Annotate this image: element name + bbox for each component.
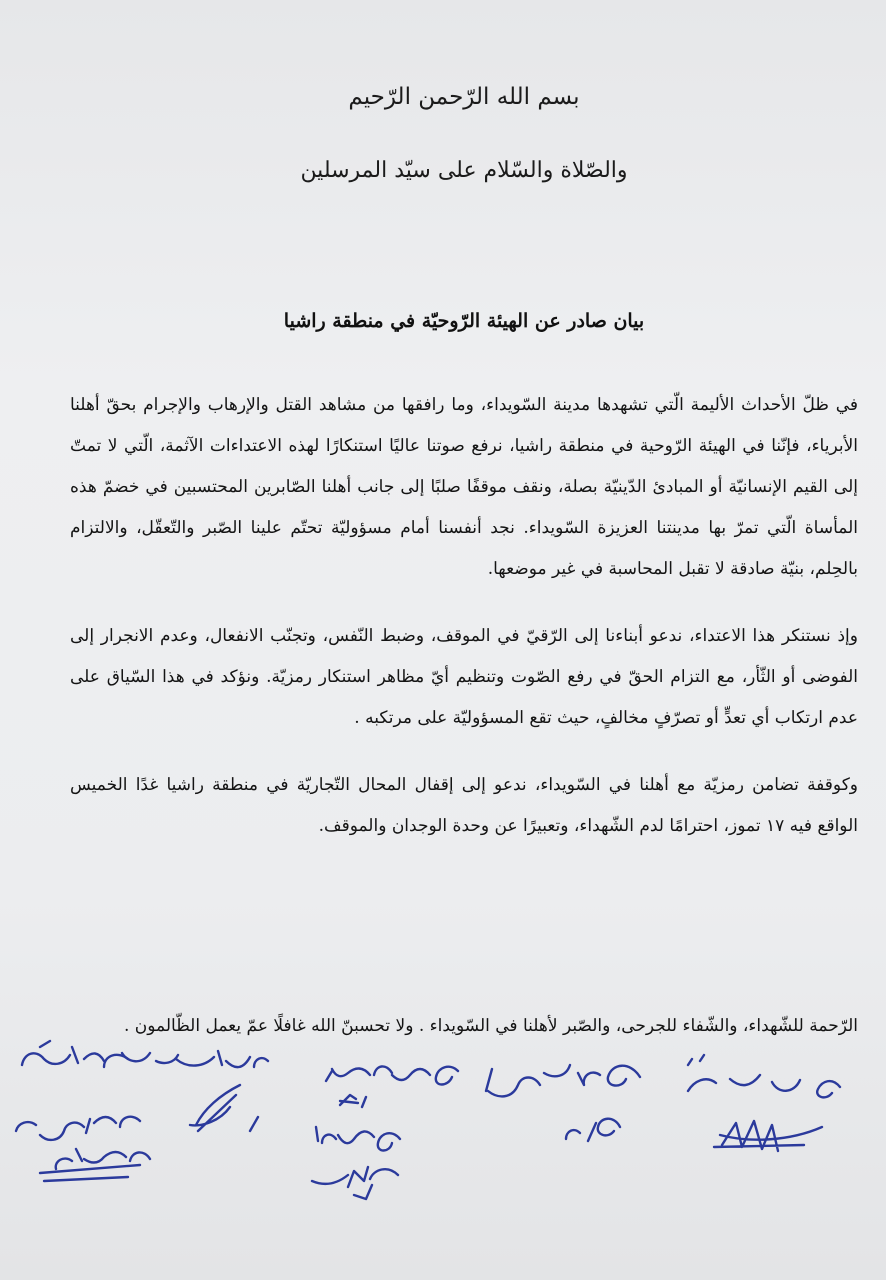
paragraph-2: وإذ نستنكر هذا الاعتداء، ندعو أبناءنا إلى الرّقيّ في الموقف، وضبط النّفس، وتجنّب الانفعال، وعدم الانجرار إلى الفوضى أو الثّأر، مع التزام الحقّ في رفع الصّوت وتنظيم أيّ مظاهر استنكار رمزيّة. ونؤكد في هذا السّياق على عدم ارتكاب أي تعدٍّ أو تصرّفٍ مخالفٍ، حيث تقع المسؤوليّة على مرتكبه . [70, 626, 858, 728]
signature-6 [16, 1117, 150, 1181]
signature-3 [312, 1066, 458, 1199]
signature-4 [122, 1051, 268, 1131]
signature-5 [22, 1041, 128, 1067]
paragraph-1: في ظلّ الأحداث الأليمة الّتي تشهدها مدينة السّويداء، وما رافقها من مشاهد القتل والإرهاب والإجرام بحقّ أهلنا الأبرياء، فإنّنا في الهيئة الرّوحية في منطقة راشيا، نرفع صوتنا عاليًا استنكارًا لهذه الاعتداءات الآثمة، الّتي لا تمتّ إلى القيم الإنسانيّة أو المبادئ الدّينيّة بصلة، ونقف موقفًا صلبًا إلى جانب أهلنا الصّابرين المحتسبين في خضمّ هذه المأساة الّتي تمرّ بها مدينتنا العزيزة السّويداء. نجد أنفسنا أمام مسؤوليّة تحتّم علينا الصّبر والتّعقّل، والالتزام بالحِلم، بنيّة صادقة لا تقبل المحاسبة في غير موضعها. [70, 395, 858, 579]
signatures-block [0, 1035, 886, 1280]
salat-line: والصّلاة والسّلام على سيّد المرسلين [300, 158, 628, 183]
signature-2 [486, 1065, 640, 1141]
statement-title: بيان صادر عن الهيئة الرّوحيّة في منطقة راشيا [283, 310, 645, 332]
closing-line: الرّحمة للشّهداء، والشّفاء للجرحى، والصّبر لأهلنا في السّويداء . ولا تحسبنّ الله غافلًا عمّ يعمل الظّالمون . [123, 1016, 858, 1036]
paragraph-3: وكوقفة تضامن رمزيّة مع أهلنا في السّويداء، ندعو إلى إقفال المحال التّجاريّة في منطقة راشيا غدًا الخميس الواقع فيه ١٧ تموز، احترامًا لدم الشّهداء، وتعبيرًا عن وحدة الوجدان والموقف. [70, 775, 858, 836]
basmala-heading: بسم الله الرّحمن الرّحيم [348, 84, 580, 110]
statement-text [70, 385, 858, 847]
signature-1 [688, 1055, 840, 1151]
